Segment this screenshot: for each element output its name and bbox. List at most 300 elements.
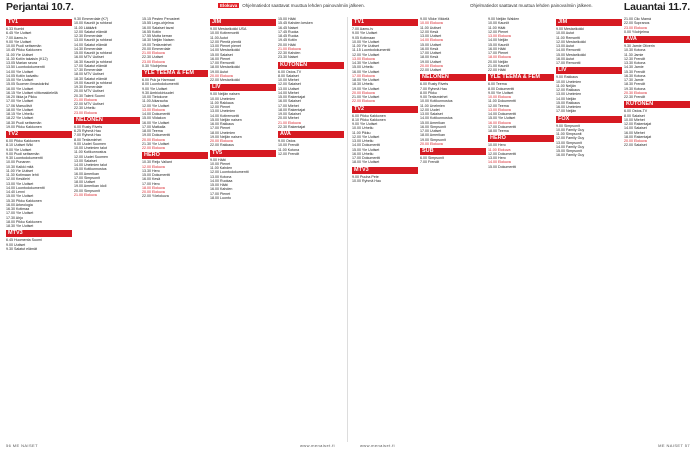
program-item: 10.00 Yle Uutiset <box>352 39 380 44</box>
program-item: 6.00 Ostos-TV <box>278 69 302 74</box>
page-header <box>0 0 696 16</box>
program-item: 19.00 Neljän naisen <box>210 134 242 139</box>
channel-header: MTV3 <box>6 230 72 237</box>
program-item: 15.00 Kauniit ja rohkeat <box>74 51 112 55</box>
program-item: 15.00 Häät <box>278 17 296 21</box>
program-item: 10.00 Unelmien <box>210 96 236 101</box>
program-item: 15.00 Yle Uutiset <box>488 116 516 121</box>
channel-header: KUTONEN <box>624 101 690 108</box>
program-item: 9.30 Luontodokumentti <box>6 156 43 160</box>
program-item: 14.00 Miehet <box>278 90 299 95</box>
channel-header: HERO <box>488 135 554 142</box>
program-item: 13.00 Uutiset <box>278 86 300 91</box>
right-page-date: Lauantai 11.7. <box>623 1 690 13</box>
program-item: 19.00 Simpsonit <box>420 137 446 142</box>
program-item: 14.00 Remontti <box>556 48 581 53</box>
program-item: 10.00 Elokuva <box>420 21 443 26</box>
program-item: 13.00 Pienet pienet <box>210 44 241 48</box>
program-item: 0.30 Yöohjelma <box>142 63 167 68</box>
program-item: 14.00 Salatut elämät <box>74 42 107 47</box>
program-item: 22.00 Uutiset <box>420 68 442 72</box>
program-item: 14.00 Kotikunnostus <box>420 116 453 121</box>
program-item: 18.00 MTV Uutiset <box>74 72 104 77</box>
program-item: 8.00 Teräsmiehet <box>74 137 102 142</box>
left-page-date: Perjantai 10.7. <box>6 1 74 13</box>
program-item: 7.00 Aamu-tv <box>352 27 374 31</box>
program-item: 12.00 Frendit <box>278 151 300 156</box>
program-item: 11.00 Yle Uutiset <box>352 44 380 48</box>
program-item: 9.00 Neljän Walden <box>488 17 520 21</box>
program-item: 15.00 Dokumentti <box>142 173 171 177</box>
header-note-text: Ohjelmatiedot saattavat muuttua lehden painovalmiin jälkeen. <box>242 3 365 8</box>
program-item: 13.00 Elokuva <box>142 107 165 112</box>
footer-right: ME NAISET 57 <box>658 443 690 448</box>
program-item: 10.00 Kauniit <box>488 21 509 26</box>
program-item: 20.00 Elokuva <box>420 63 443 68</box>
program-item: 6.00 Teema <box>488 82 507 87</box>
program-item: 12.00 Pienet <box>488 29 509 34</box>
program-item: 13.00 Salaiset <box>74 158 97 163</box>
program-item: 21.00 Elokuva <box>278 46 301 51</box>
program-item: 14.00 Yle Uutiset <box>6 69 34 74</box>
channel-header: TV1 <box>352 19 418 26</box>
program-item: 15.55 Lego-ohjelma <box>142 21 174 26</box>
program-item: 18.00 Amerikan <box>420 133 445 138</box>
program-item: 15.00 Häät <box>210 183 228 187</box>
channel-header: FOX <box>556 116 622 123</box>
program-item: 16.55 Kotiin <box>142 29 161 34</box>
program-item: 16.00 MTV Uutiset <box>74 55 104 60</box>
program-item: 15.00 Yle Uutiset <box>6 78 34 82</box>
program-item: 6.00 Pikku Kakkonen <box>6 139 40 143</box>
program-item: 10.00 Urheilu <box>352 126 374 131</box>
channel-header: KUTONEN <box>278 62 344 69</box>
program-item: 20.00 Miehet <box>278 116 299 121</box>
channel-header: LIV <box>556 67 622 74</box>
program-item: 18.00 Mestarikokki <box>210 65 240 70</box>
program-item: 12.30 Frendit <box>624 56 646 61</box>
program-item: 14.40 Lenni <box>6 190 25 194</box>
program-item: 6.00 Ostos-TV <box>624 109 648 114</box>
elokuva-tag: Elokuva <box>220 3 238 8</box>
program-item: 18.00 Yle Uutiset <box>352 78 380 82</box>
program-item: 7.00 Aamu-tv <box>6 35 28 40</box>
program-item: 17.00 Remontti <box>210 61 235 65</box>
program-item: 6.00 Puk ja Harmaat <box>142 78 175 82</box>
program-item: 14.00 Kotiremontti <box>210 113 240 118</box>
program-item: 20.00 Elokuva <box>624 139 647 143</box>
program-item: 14.00 Ruokaa <box>210 178 233 183</box>
program-item: 9.00 Puoli seitsemän <box>6 151 40 156</box>
program-item: 13.30 Hero <box>142 168 160 173</box>
program-item: 18.00 Yle Uutiset <box>352 160 380 165</box>
program-item: 20.00 Elokuva <box>420 141 443 146</box>
program-item: 15.00 Neljän naisen <box>210 117 242 122</box>
program-item: 17.00 Miehet <box>278 103 299 108</box>
program-item: 17.55 Mutta kerran <box>142 34 173 38</box>
program-item: 20.00 Elokuva <box>210 73 233 78</box>
program-item: 9.00 Simpsonit <box>556 123 580 128</box>
channel-header: TV5 <box>210 150 276 157</box>
program-item: 16.00 Arkeologia <box>6 202 33 207</box>
program-item: 16.00 Yle Uutiset <box>352 69 380 74</box>
channel-header: JIM <box>556 19 622 26</box>
program-item: 22.30 Kahden <box>278 51 301 55</box>
program-item: 9.30 Ambiokiriuudet <box>142 90 174 95</box>
program-item: 13.50 Luontodokumentti <box>6 65 45 70</box>
program-item: 14.00 Elokuva <box>488 160 511 165</box>
program-item: 22.00 Rakkaus <box>210 143 234 148</box>
program-item: 19.00 Amerikan idoli <box>74 184 107 189</box>
program-item: 20.00 Elokuva <box>142 137 165 142</box>
program-item: 15.00 Viidakon <box>142 116 166 121</box>
program-item: 11.00 Kahden <box>210 166 233 170</box>
left-header-note <box>218 3 365 8</box>
program-item: 15.00 Salaiset <box>210 52 233 57</box>
program-item: 21.00 Elokuva <box>142 51 165 55</box>
program-item: 17.00 Pienet <box>210 126 231 131</box>
program-item: 17.30 Ahjo <box>6 215 23 220</box>
program-item: 11.00 Uutiset <box>420 25 441 30</box>
program-item: 20.30 Elokuva <box>624 90 647 95</box>
footer-center-right: www.menaiset.fi <box>360 443 395 448</box>
program-item: 20.00 Neljän <box>488 59 509 64</box>
program-item: 21.00 Elokuva <box>74 97 97 102</box>
program-item: 18.00 Teema <box>488 129 509 133</box>
channel-header: AVA <box>278 131 344 138</box>
program-item: 16.20 Ilkka ja Pikku <box>6 95 37 99</box>
program-item: 12.00 Uudet Suomen <box>74 154 108 159</box>
program-item: 11.30 Jamie <box>624 52 644 57</box>
program-item: 20.30 Talent Suomi <box>74 93 105 98</box>
program-item: 16.00 Pienet <box>210 56 231 61</box>
program-item: 0.00 Yöohjelma <box>624 29 649 34</box>
program-item: 10.00 Puoli seitsemän <box>6 44 42 48</box>
program-item: 18.00 Luonto <box>210 195 231 200</box>
listing-column <box>6 17 72 442</box>
program-item: 11.00 Lääkärit <box>74 25 97 30</box>
program-item: 10.00 Hero <box>488 143 506 148</box>
program-item: 10.00 Miehet <box>624 117 645 122</box>
program-item: 8.00 Dokumentti <box>488 86 515 91</box>
program-item: 10.00 Tietokone <box>142 95 168 99</box>
program-item: 13.00 Uutiset <box>420 34 442 38</box>
program-item: 17.00 Yle Uutiset <box>6 211 34 216</box>
program-item: 10.00 Ryhmä Hau <box>352 178 381 183</box>
program-item: 16.30 Kotona <box>624 73 646 78</box>
program-item: 6.00 Pikku Kakkonen <box>352 113 386 118</box>
program-item: 13.00 Autot <box>556 44 575 48</box>
program-item: 13.00 Hero <box>488 156 506 160</box>
program-item: 14.30 Emmerdale <box>74 46 103 51</box>
listing-column <box>210 17 276 442</box>
program-item: 9.30 Jamie Oliverin <box>624 44 655 48</box>
program-item: 14.00 Mestarikokki <box>210 48 240 53</box>
program-item: 20.00 Häät <box>278 42 296 47</box>
program-item: 22.00 Sopranos <box>624 21 650 26</box>
program-item: 18.45 Ruoka <box>278 34 299 38</box>
program-item: 18.30 Urheilu <box>352 82 374 87</box>
program-item: 15.05 Suomen ilmastokriisi <box>6 82 49 87</box>
program-item: 8.00 Pikku <box>420 90 437 95</box>
program-item: 6.00 Rusty Rivets <box>420 82 449 87</box>
program-item: 17.00 Neljän <box>556 109 577 114</box>
footer-left: 56 ME NAISET <box>6 443 38 448</box>
program-item: 21.00 Elokuva <box>278 120 301 125</box>
program-item: 10.00 Kotikunnostus <box>420 99 453 104</box>
program-item: 16.00 Yle Uutiset <box>142 120 170 125</box>
program-item: 9.00 Uutiset <box>6 242 26 247</box>
program-item: 15.00 Rakkaus <box>556 100 580 105</box>
program-item: 9.30 Emmerdale (K7) <box>74 17 109 21</box>
program-item: 14.05 Kotiin kaivattu <box>6 73 39 78</box>
program-item: 16.00 Elokuva <box>488 120 511 125</box>
program-item: 22.00 Häät <box>488 68 506 72</box>
program-item: 17.00 Dokumentti <box>352 156 381 160</box>
program-item: 22.00 Mestarikokki <box>210 78 240 82</box>
program-item: 6.25 Ryhmä Hau <box>74 129 101 133</box>
listing-column <box>556 17 622 442</box>
program-item: 14.00 Dokumentti <box>352 143 381 148</box>
program-item: 8.10 Pikku Kakkonen <box>352 117 386 122</box>
program-item: 12.00 Yle Uutiset <box>142 103 170 108</box>
program-item: 18.30 Puoli seitsemän <box>6 120 42 125</box>
program-item: 16.00 Yle Uutiset <box>6 86 34 91</box>
program-item: 9.30 Salatut elämät <box>6 246 37 251</box>
program-item: 20.00 Simpsonit <box>74 188 100 193</box>
program-item: 15.00 Dokumentti <box>488 164 517 169</box>
program-item: 10.00 Pienet <box>210 161 231 166</box>
program-item: 18.00 Yle Uutiset <box>6 107 34 112</box>
program-item: 23.00 Elokuva <box>624 25 647 30</box>
program-item: 14.00 Dokumentti <box>142 112 171 116</box>
program-item: 9.00 Yle Uutiset <box>488 90 514 95</box>
program-item: 16.00 Urheilu <box>352 151 374 156</box>
channel-header: HERO <box>142 152 208 159</box>
program-item: 8.00 Salaiset <box>624 113 645 118</box>
program-item: 10.00 Family Guy <box>556 127 585 132</box>
program-item: 23.30 Naiset <box>278 55 299 60</box>
program-item: 11.00 Dokumentti <box>488 99 516 104</box>
program-item: 23.00 Elokuva <box>142 59 165 64</box>
program-item: 18.00 Unelmien <box>210 130 236 135</box>
program-item: 9.00 Yle Uutiset <box>142 86 168 91</box>
listing-column <box>278 17 344 442</box>
program-item: 10.00 Unelmien talot <box>74 146 107 150</box>
program-item: 6.33 Kumbi <box>6 27 25 31</box>
program-item: 10.00 Kotiremontti <box>210 31 240 36</box>
program-item: 18.30 Salatut elämät <box>74 76 107 81</box>
program-item: 18.00 Teema <box>142 129 163 133</box>
program-item: 16.30 Kotimaa <box>6 207 30 211</box>
program-item: 11.00 Simpsonit <box>556 132 582 136</box>
program-item: 17.45 Ruoka <box>278 29 299 34</box>
program-item: 20.00 Elokuva <box>142 190 165 194</box>
program-item: 13.00 Elokuva <box>352 56 375 61</box>
program-item: 11.15 Luontodokumentti <box>352 48 391 53</box>
program-item: 15.00 Mestarikokki <box>556 52 586 57</box>
channel-header: JIM <box>210 19 276 26</box>
program-item: 12.00 Yle Uutiset <box>352 134 380 139</box>
listing-column <box>488 17 554 442</box>
program-item: 21.30 Yle Uutiset <box>142 141 170 146</box>
program-item: 13.00 Simpsonit <box>556 140 582 145</box>
program-item: 9.00 Ostos <box>278 139 296 143</box>
program-item: 17.00 Remontti <box>556 61 581 65</box>
program-item: 17.30 Emmerdale <box>74 68 103 72</box>
program-item: 13.00 Kotona <box>210 174 232 179</box>
program-item: 9.00 Yle Uutiset <box>352 122 378 126</box>
program-item: 14.30 Yle Uutiset <box>352 61 380 65</box>
program-item: 11.00 Rakkaus <box>210 100 234 105</box>
program-item: 13.30 Kotona <box>624 61 646 65</box>
program-item: 18.00 Rakentajat <box>624 134 652 139</box>
program-item: 17.00 Matkalla <box>142 124 166 129</box>
program-item: 22.30 Uutiset <box>142 55 164 60</box>
program-item: 12.00 Mestarikokki <box>556 39 586 44</box>
program-item: 19.00 Kauniit ja rohkeat <box>74 80 112 85</box>
program-item: 16.15 Yle Uutiset viittomakielellä <box>6 90 58 95</box>
program-item: 15.45 Kahden kesken <box>278 21 313 26</box>
program-item: 10.00 Punanen <box>6 160 31 165</box>
program-item: 21.00 Clic Mamá <box>624 17 651 21</box>
program-item: 12.00 Salatut elämät <box>74 29 107 34</box>
program-item: 9.00 Uudet Suomen <box>74 141 106 146</box>
program-item: 10.00 Elokuva <box>488 95 511 99</box>
program-item: 6.45 Huomenta Suomi <box>6 238 42 243</box>
program-item: 18.00 Pikku Kakkonen <box>6 219 42 224</box>
program-item: 17.06 Marsuliivit <box>6 103 32 108</box>
program-item: 11.00 Elokuva <box>488 147 511 152</box>
program-item: 11.00 Aikarauha <box>142 99 168 104</box>
program-item: 10.30 Kotona <box>624 48 646 53</box>
channel-header: NELONEN <box>74 117 140 124</box>
program-item: 18.00 Kesä <box>420 55 439 60</box>
program-item: 16.00 Autot <box>556 56 575 61</box>
program-item: 17.00 Salatut elämät <box>74 63 107 68</box>
program-item: 16.00 Kesä <box>420 46 439 51</box>
listing-column <box>624 17 690 442</box>
program-item: 17.00 Pienet <box>488 51 509 55</box>
listing-column <box>420 17 486 442</box>
program-item: 9.00 Häät <box>210 157 226 162</box>
program-item: 11.00 Remontti <box>556 35 581 40</box>
program-item: 10.30 Kaikki mitä <box>6 164 34 169</box>
program-item: 19.00 Teräsmiehet <box>142 42 172 47</box>
program-item: 12.00 Salaiset <box>278 82 301 87</box>
program-item: 19.30 Emmerdale <box>74 85 103 89</box>
program-item: 9.05 Kotimaan <box>352 35 376 40</box>
program-item: 13.00 Kauniit ja rohkeat <box>74 38 112 43</box>
program-item: 14.00 Unelmien talot <box>74 163 107 167</box>
program-item: 13.00 Urheilu <box>352 139 374 143</box>
program-item: 14.00 Neljän <box>488 38 509 43</box>
program-item: 13.00 Unelmien <box>210 109 236 114</box>
program-item: 19.30 Kotona <box>624 86 646 91</box>
program-item: 13.00 Elokuva <box>488 34 511 38</box>
channel-header: LIV <box>210 84 276 91</box>
program-item: 16.30 Kauniit ja rohkeat <box>74 59 112 64</box>
program-item: 12.00 Elokuva <box>142 164 165 169</box>
channel-header: TV2 <box>352 106 418 113</box>
program-item: 15.00 Simpsonit <box>556 149 582 153</box>
program-item: 17.00 Elokuva <box>352 73 375 78</box>
program-item: 17.00 Yle Uutiset <box>6 99 34 104</box>
program-item: 16.00 Family Guy <box>556 153 585 158</box>
program-item: 7.00 Ryhmä Hau <box>74 133 101 138</box>
program-item: 12.00 Kesäleiri <box>6 177 30 182</box>
program-item: 13.00 Salaiset <box>420 112 443 116</box>
program-item: 22.30 Rakentajat <box>278 124 306 129</box>
program-item: 16.00 Kesä <box>142 177 161 182</box>
channel-header: MTV3 <box>352 167 418 174</box>
program-item: 11.00 Pikku <box>352 130 371 135</box>
program-item: 10.00 Unelmien <box>556 79 582 84</box>
program-item: 15.00 Kotikunnostus <box>74 167 107 172</box>
program-item: 13.00 Elokuva <box>488 107 511 112</box>
program-item: 16.00 Miehet <box>624 130 645 135</box>
program-item: 18.30 Yle Uutiset <box>6 224 34 228</box>
program-item: 14.00 Dokumentti <box>488 112 517 116</box>
program-item: 12.00 Luontodokumentti <box>210 170 249 175</box>
program-item: 11.00 Kotikunnostus <box>74 150 107 155</box>
program-item: 23.00 Elokuva <box>74 110 97 115</box>
program-item: 9.00 Mestarikokki USA <box>210 27 247 31</box>
program-item: 22.00 Salaiset <box>624 143 647 148</box>
program-item: 19.00 Uutiset <box>420 59 442 64</box>
program-item: 9.00 Puuha Pete <box>352 174 379 179</box>
program-item: 17.00 Simpsonit <box>74 175 100 180</box>
listing-column <box>352 17 418 442</box>
program-item: 9.00 Yle Uutiset <box>352 31 378 36</box>
program-item: 16.00 Amerikan <box>74 171 99 176</box>
program-item: 18.15 Yle Urheilu <box>6 112 34 116</box>
program-item: 12.00 Family Guy <box>556 136 585 141</box>
program-item: 18.00 Elokuva <box>142 185 165 190</box>
program-item: 21.00 Kauniit <box>488 63 509 68</box>
program-item: 15.30 Frendit <box>624 69 646 74</box>
program-item: 18.00 Elokuva <box>488 55 511 60</box>
program-item: 19.00 Pikku Kakkonen <box>6 124 42 129</box>
program-item: 17.00 Uutiset <box>420 51 442 55</box>
program-item: 15.15 Pesten Perusteet <box>142 17 180 21</box>
program-item: 16.00 Häät <box>488 46 506 51</box>
program-item: 15.00 Yle Uutiset <box>352 147 380 152</box>
program-item: 16.00 Simpsonit <box>420 124 446 129</box>
program-item: 16.00 Salaiset tavat <box>142 25 174 30</box>
program-item: 18.30 Neljän Naisen <box>142 38 175 43</box>
program-item: 18.00 Uutiset <box>74 180 96 184</box>
program-item: 15.00 Amerikan <box>420 120 445 125</box>
program-item: 10.45 Pikku Kakkonen <box>6 48 42 53</box>
program-item: 19.00 Salaiset <box>278 112 301 116</box>
program-item: 10.00 Frendit <box>278 143 300 148</box>
program-item: 17.00 Hero <box>142 181 160 186</box>
program-item: 12.00 Rakkaus <box>556 88 580 92</box>
program-item: 9.00 Teräsmiehet <box>420 95 448 99</box>
program-item: 6.45 Yle Uutiset <box>6 31 32 36</box>
program-item: 21.00 Yle Uutiset <box>352 95 380 99</box>
program-item: 15.00 Uutiset <box>420 42 442 47</box>
channel-header: TV2 <box>6 131 72 138</box>
program-item: 8.00 Salaiset <box>278 73 299 78</box>
program-item: 10.00 Miehet <box>278 78 299 82</box>
channel-header: NELONEN <box>420 74 486 81</box>
program-item: 9.00 Mestarikokki <box>556 27 584 31</box>
program-item: 17.00 Uutiset <box>420 129 442 133</box>
program-item: 22.00 Elokuva <box>142 146 165 150</box>
program-item: 18.22 Yle Uutiset <box>6 116 34 121</box>
